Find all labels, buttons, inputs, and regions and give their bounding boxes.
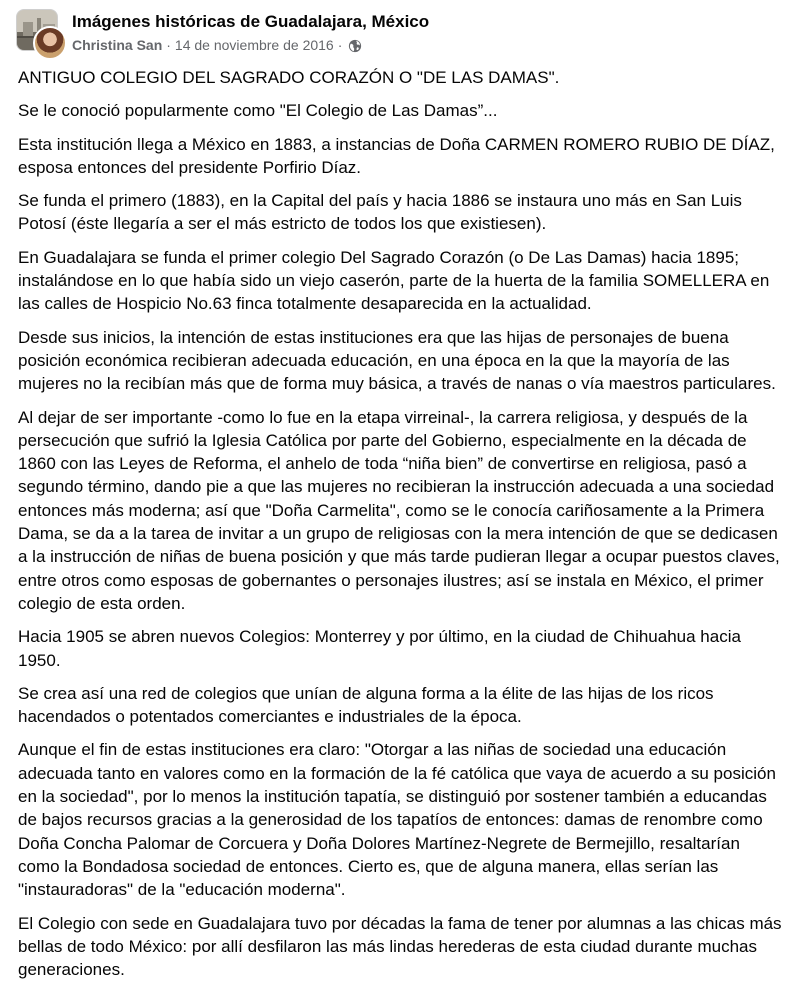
group-avatar[interactable]	[16, 9, 62, 55]
paragraph: Se crea así una red de colegios que unían de alguna forma a la élite de las hijas de los ricos hacendados o potentados comerciantes e industriales de la época.	[18, 683, 714, 727]
author-link[interactable]: Christina San	[72, 37, 163, 53]
paragraph-title: ANTIGUO COLEGIO DEL SAGRADO CORAZÓN O "DE LAS DAMAS".	[18, 68, 560, 87]
post-body	[8, 62, 792, 981]
post-header	[8, 0, 792, 62]
paragraph: Se le conoció popularmente como "El Colegio de Las Damas”...	[18, 101, 498, 121]
paragraph: Hacia 1905 se abren nuevos Colegios: Monterrey y por último, en la ciudad de Chihuahua hacia 1950.	[18, 627, 741, 670]
paragraph: Esta institución llega a México en 1883, a instancias de Doña CARMEN ROMERO RUBIO DE DÍAZ, esposa entonces del presidente Porfirio Díaz.	[18, 134, 775, 177]
paragraph: Al dejar de ser importante -como lo fue en la etapa virreinal-, la carrera religiosa, y después de la persecución que sufrió la Iglesia Católica por parte del Gobierno, especialmente en la década de 1860 con las Leyes de Reforma, el anhelo de toda “niña bien” de convertirse en religiosa, pasó a segundo término, dando pie a que las mujeres no recibieran la instrucción adecuada a una sociedad entonces más moderna; así que "Doña Carmelita", como se le conocía cariñosamente a la Primera Dama, se da a la tarea de invitar a un grupo de religiosas con la mera intención de que se dedicasen a la instrucción de niñas de buena posición y que más tarde pudieran llegar a ocupar puestos claves, entre otros como esposas de gobernantes o personajes ilustres; así se instala en México, el primer colegio de esta orden.	[18, 407, 780, 613]
paragraph: En Guadalajara se funda el primer colegio Del Sagrado Corazón (o De Las Damas) hacia 1895; instalándose en lo que había sido un viejo caserón, parte de la huerta de la familia SOMELLERA en las calles de Hospicio No.63 finca totalmente desaparecida en la actualidad.	[18, 247, 770, 314]
user-avatar[interactable]	[33, 26, 67, 60]
paragraph: Aunque el fin de estas instituciones era claro: "Otorgar a las niñas de sociedad una educación adecuada tanto en valores como en la formación de la fé católica que vaya de acuerdo a su posición en la sociedad", por lo menos la institución tapatía, se distinguió por sostener también a educandas de bajos recursos gracias a la generosidad de los tapatíos de entonces: damas de renombre como Doña Concha Palomar de Corcuera y Doña Dolores Martínez-Negrete de Bermejillo, resaltarían como la Bondadosa sociedad de entonces. Cierto es, que de alguna manera, ellas serían las "instauradoras" de la "educación moderna".	[18, 740, 776, 900]
paragraph: El Colegio con sede en Guadalajara tuvo por décadas la fama de tener por alumnas a las chicas más bellas de todo México: por allí desfilaron las más lindas herederas de esta ciudad durante muchas generaciones.	[18, 913, 782, 980]
meta-separator: ·	[337, 37, 343, 53]
post-title-block	[72, 11, 429, 55]
meta-separator: ·	[166, 37, 171, 53]
paragraph: Se funda el primero (1883), en la Capital del país y hacia 1886 se instaura uno más en San Luis Potosí (éste llegaría a ser el más estricto de todos los que existiesen).	[18, 191, 742, 234]
post-meta	[72, 35, 429, 55]
paragraph: Desde sus inicios, la intención de estas instituciones era que las hijas de personajes de buena posición económica recibieran adecuada educación, en una época en la que la mayoría de las mujeres no la recibían más que de forma muy básica, a través de nanas o vía maestros particulares.	[18, 327, 776, 394]
post-date-link[interactable]: 14 de noviembre de 2016	[174, 37, 334, 53]
group-name-link[interactable]: Imágenes históricas de Guadalajara, México	[72, 12, 430, 31]
globe-icon[interactable]	[348, 38, 362, 52]
